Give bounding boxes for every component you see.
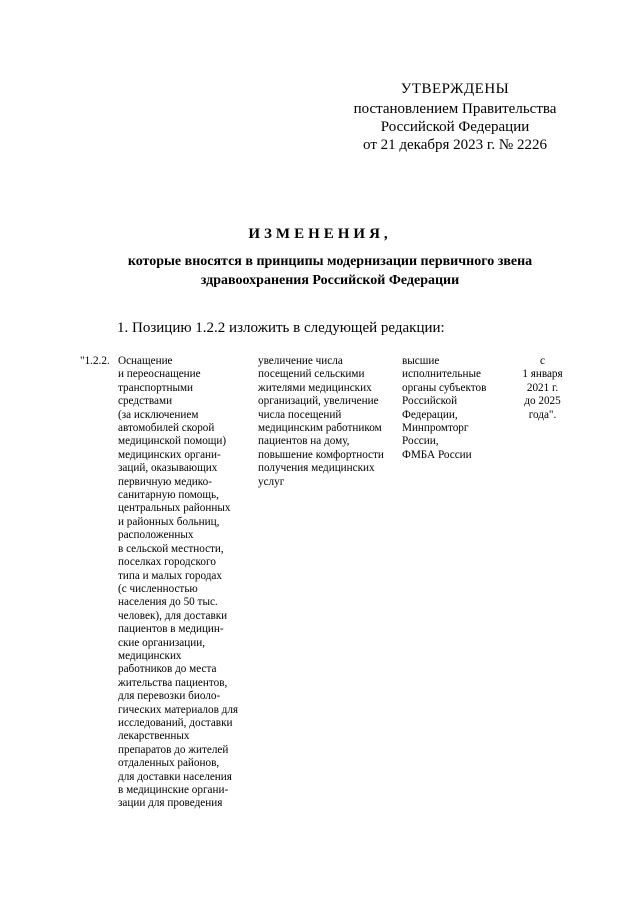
- period-column: [505, 355, 580, 422]
- table-cell-line: лекарственных: [118, 730, 190, 743]
- approval-block: [330, 80, 580, 154]
- table-cell-line: с: [540, 355, 545, 367]
- table-cell-line: пациентов на дому,: [258, 435, 350, 448]
- position-number: "1.2.2.: [80, 355, 110, 367]
- table-cell-line: поселках городского: [118, 556, 216, 569]
- table-cell-line: года".: [528, 408, 557, 421]
- table-cell-line: (с численностью: [118, 582, 198, 595]
- paragraph-text: 1. Позицию 1.2.2 изложить в следующей редакции:: [117, 320, 445, 336]
- position-number-column: [80, 355, 116, 368]
- document-subtitle: [60, 252, 600, 290]
- table-cell-line: средствами: [118, 395, 173, 408]
- table-cell-line: типа и малых городах: [118, 569, 222, 582]
- table-cell-line: отдаленных районов,: [118, 757, 220, 770]
- table-cell-line: до 2025: [524, 395, 561, 408]
- table-cell-line: Минпромторг: [402, 422, 469, 435]
- table-cell-line: для доставки населения: [118, 770, 232, 783]
- subtitle-line: которые вносятся в принципы модернизации первичного звена: [127, 254, 533, 269]
- table-cell-line: и переоснащение: [118, 368, 201, 381]
- table-cell-line: в сельской местности,: [118, 542, 224, 555]
- table-cell-line: посещений сельскими: [258, 368, 365, 381]
- table-cell-line: исполнительные: [402, 368, 481, 381]
- responsible-column: [402, 355, 514, 462]
- table-cell-line: населения до 50 тыс.: [118, 596, 218, 609]
- table-cell-line: получения медицинских: [258, 462, 375, 475]
- approval-heading: УТВЕРЖДЕНЫ: [400, 81, 510, 97]
- table-cell-line: ские организации,: [118, 636, 206, 649]
- table-cell-line: и районных больниц,: [118, 515, 220, 528]
- table-cell-line: увеличение числа: [258, 355, 343, 367]
- table-cell-line: зации для проведения: [118, 797, 223, 810]
- table-cell-line: работников до места: [118, 663, 217, 676]
- table-cell-line: органы субъектов: [402, 381, 487, 394]
- table-cell-line: препаратов до жителей: [118, 743, 229, 756]
- table-cell-line: Федерации,: [402, 408, 458, 421]
- table-cell-line: первичную медико-: [118, 475, 212, 488]
- approval-line: от 21 декабря 2023 г. № 2226: [363, 137, 547, 153]
- table-cell-line: гических материалов для: [118, 703, 239, 716]
- table-cell-line: медицинских органи-: [118, 448, 221, 461]
- measure-column: [118, 355, 254, 811]
- table-cell-line: медицинской помощи): [118, 435, 227, 448]
- table-cell-line: расположенных: [118, 529, 194, 542]
- table-cell-line: медицинских: [118, 649, 182, 662]
- table-cell-line: жительства пациентов,: [118, 676, 228, 689]
- table-cell-line: пациентов в медицин-: [118, 623, 224, 636]
- table-cell-line: жителями медицинских: [258, 381, 372, 394]
- table-cell-line: транспортными: [118, 381, 194, 394]
- result-column: [258, 355, 398, 489]
- table-cell-line: высшие: [402, 355, 440, 367]
- approval-line: Российской Федерации: [380, 119, 530, 135]
- table-cell-line: 1 января: [522, 368, 563, 381]
- table-cell-line: (за исключением: [118, 408, 199, 421]
- table-cell-line: центральных районных: [118, 502, 231, 515]
- table-cell-line: человек), для доставки: [118, 609, 228, 622]
- subtitle-line: здравоохранения Российской Федерации: [200, 273, 460, 288]
- table-cell-line: Оснащение: [118, 355, 173, 367]
- table-cell-line: исследований, доставки: [118, 716, 233, 729]
- table-cell-line: Российской: [402, 395, 458, 408]
- table-cell-line: автомобилей скорой: [118, 422, 215, 435]
- table-cell-line: России,: [402, 435, 439, 448]
- table-cell-line: в медицинские органи-: [118, 784, 229, 796]
- table-cell-line: 2021 г.: [526, 381, 559, 394]
- table-cell-line: заций, оказывающих: [118, 462, 218, 475]
- table-cell-line: санитарную помощь,: [118, 489, 219, 502]
- table-cell-line: услуг: [258, 475, 285, 488]
- table-cell-line: повышение комфортности: [258, 448, 384, 461]
- document-title: ИЗМЕНЕНИЯ,: [248, 226, 392, 242]
- table-cell-line: ФМБА России: [402, 448, 472, 461]
- table-cell-line: медицинским работником: [258, 422, 382, 435]
- table-cell-line: числа посещений: [258, 408, 342, 421]
- approval-line: постановлением Правительства: [353, 101, 557, 117]
- table-cell-line: для перевозки биоло-: [118, 690, 221, 703]
- table-cell-line: организаций, увеличение: [258, 395, 379, 408]
